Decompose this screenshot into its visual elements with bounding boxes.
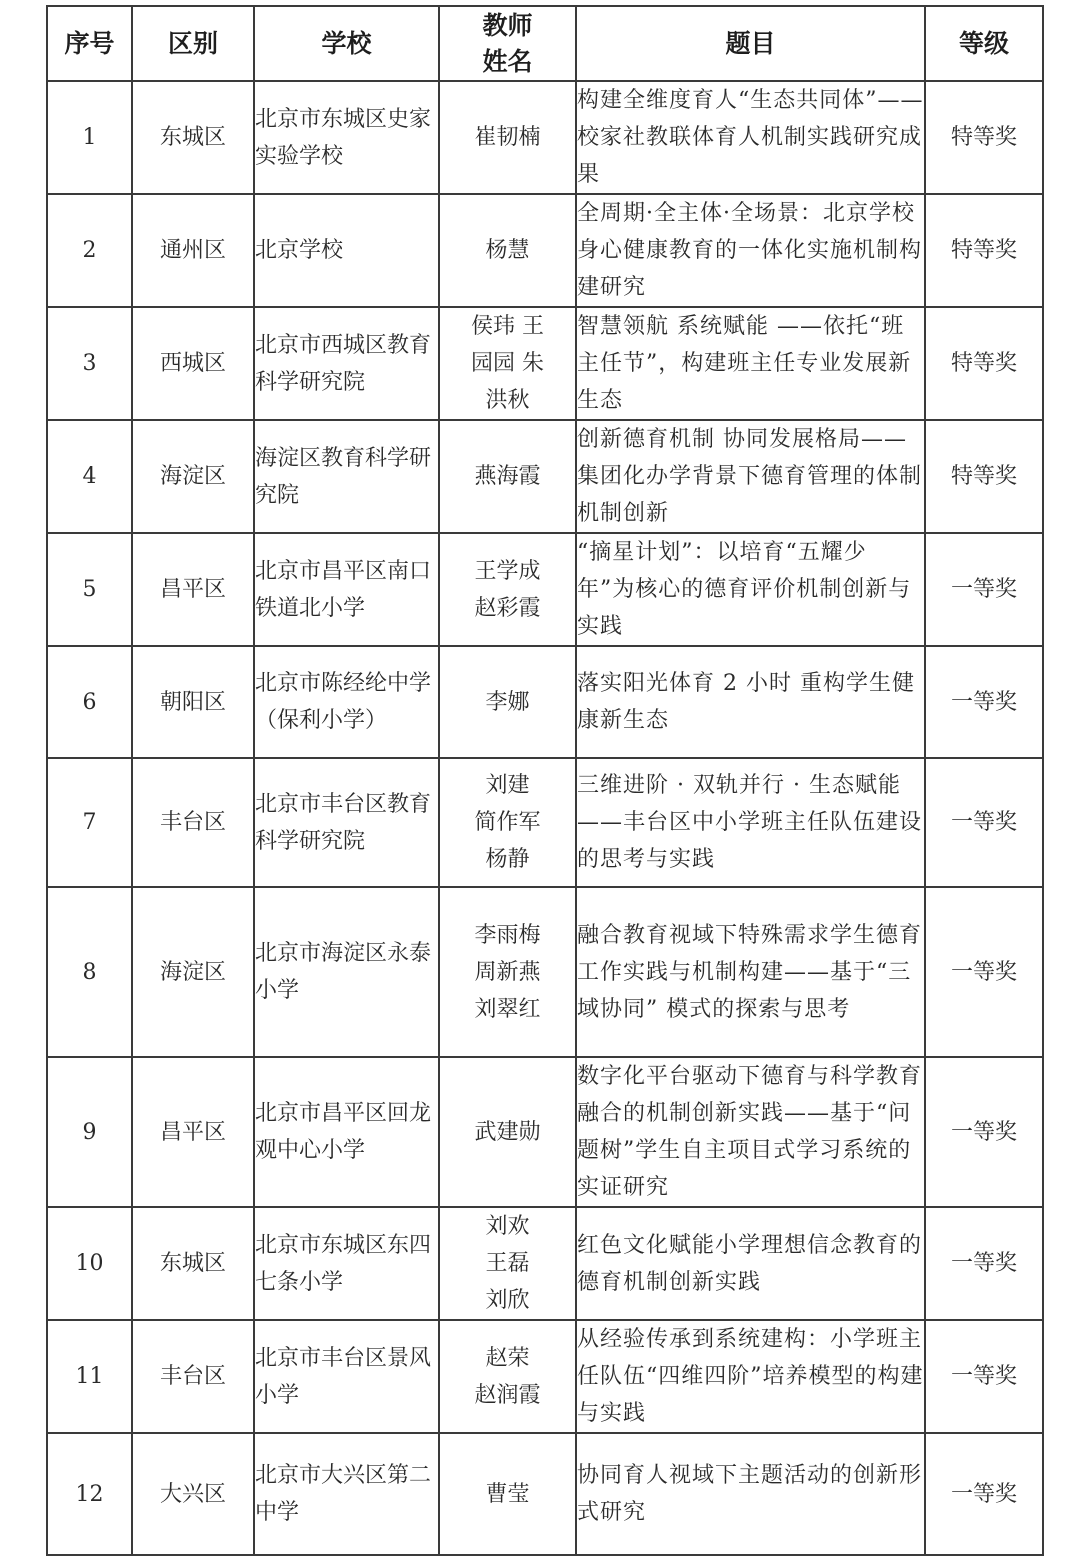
header-teacher-line1: 教师 bbox=[482, 10, 533, 40]
cell-level: 一等奖 bbox=[925, 1320, 1043, 1433]
cell-district: 昌平区 bbox=[132, 533, 254, 646]
teacher-name: 简作军 bbox=[474, 810, 541, 835]
cell-teachers bbox=[439, 1057, 576, 1207]
cell-district: 通州区 bbox=[132, 194, 254, 307]
cell-school: 北京市陈经纶中学（保利小学） bbox=[254, 646, 439, 758]
cell-level: 一等奖 bbox=[925, 1057, 1043, 1207]
awards-table bbox=[46, 5, 1044, 1556]
cell-title: 落实阳光体育 2 小时 重构学生健康新生态 bbox=[576, 646, 925, 758]
table-row bbox=[47, 1320, 1043, 1433]
header-teacher-line2: 姓名 bbox=[482, 46, 533, 76]
cell-no: 12 bbox=[47, 1433, 132, 1555]
cell-school: 北京市丰台区教育科学研究院 bbox=[254, 758, 439, 887]
header-no: 序号 bbox=[47, 6, 132, 81]
table-row bbox=[47, 1057, 1043, 1207]
cell-no: 3 bbox=[47, 307, 132, 420]
cell-title: 全周期·全主体·全场景：北京学校身心健康教育的一体化实施机制构建研究 bbox=[576, 194, 925, 307]
cell-no: 5 bbox=[47, 533, 132, 646]
teacher-name: 武建勋 bbox=[474, 1119, 541, 1145]
cell-teachers bbox=[439, 1433, 576, 1555]
table-row bbox=[47, 307, 1043, 420]
cell-district: 朝阳区 bbox=[132, 646, 254, 758]
cell-teachers bbox=[439, 420, 576, 533]
teacher-name: 杨静 bbox=[485, 847, 530, 872]
cell-title: 从经验传承到系统建构：小学班主任队伍“四维四阶”培养模型的构建与实践 bbox=[576, 1320, 925, 1433]
teacher-name: 赵荣 bbox=[485, 1345, 530, 1371]
table-row bbox=[47, 758, 1043, 887]
table-row bbox=[47, 1433, 1043, 1555]
cell-no: 2 bbox=[47, 194, 132, 307]
header-title: 题目 bbox=[576, 6, 925, 81]
table-row bbox=[47, 533, 1043, 646]
cell-teachers bbox=[439, 758, 576, 887]
cell-school: 北京市东城区史家实验学校 bbox=[254, 81, 439, 194]
cell-teachers bbox=[439, 533, 576, 646]
cell-teachers bbox=[439, 887, 576, 1057]
teacher-name: 王学成 bbox=[474, 558, 541, 584]
cell-level: 一等奖 bbox=[925, 1433, 1043, 1555]
cell-level: 特等奖 bbox=[925, 81, 1043, 194]
cell-title: 红色文化赋能小学理想信念教育的德育机制创新实践 bbox=[576, 1207, 925, 1320]
header-row bbox=[47, 6, 1043, 81]
teacher-name: 燕海霞 bbox=[474, 464, 541, 489]
cell-district: 东城区 bbox=[132, 81, 254, 194]
teacher-name: 刘欢 bbox=[485, 1214, 530, 1239]
cell-school: 北京学校 bbox=[254, 194, 439, 307]
cell-level: 一等奖 bbox=[925, 887, 1043, 1057]
cell-level: 特等奖 bbox=[925, 307, 1043, 420]
cell-level: 一等奖 bbox=[925, 646, 1043, 758]
table-row bbox=[47, 646, 1043, 758]
header-level: 等级 bbox=[925, 6, 1043, 81]
cell-no: 11 bbox=[47, 1320, 132, 1433]
cell-district: 丰台区 bbox=[132, 758, 254, 887]
cell-title: 协同育人视域下主题活动的创新形式研究 bbox=[576, 1433, 925, 1555]
cell-title: 融合教育视域下特殊需求学生德育工作实践与机制构建——基于“三域协同” 模式的探索与思考 bbox=[576, 887, 925, 1057]
cell-district: 大兴区 bbox=[132, 1433, 254, 1555]
cell-school: 北京市海淀区永泰小学 bbox=[254, 887, 439, 1057]
teacher-name: 李娜 bbox=[485, 689, 530, 715]
cell-school: 海淀区教育科学研究院 bbox=[254, 420, 439, 533]
cell-title: 创新德育机制 协同发展格局——集团化办学背景下德育管理的体制机制创新 bbox=[576, 420, 925, 533]
teacher-name: 崔韧楠 bbox=[474, 125, 541, 150]
cell-school: 北京市东城区东四七条小学 bbox=[254, 1207, 439, 1320]
cell-no: 7 bbox=[47, 758, 132, 887]
cell-school: 北京市昌平区回龙观中心小学 bbox=[254, 1057, 439, 1207]
header-school: 学校 bbox=[254, 6, 439, 81]
teacher-name: 王磊 bbox=[485, 1251, 530, 1276]
cell-teachers bbox=[439, 646, 576, 758]
teacher-name: 赵润霞 bbox=[474, 1382, 541, 1408]
cell-no: 8 bbox=[47, 887, 132, 1057]
cell-district: 东城区 bbox=[132, 1207, 254, 1320]
table-row bbox=[47, 194, 1043, 307]
teacher-name: 杨慧 bbox=[485, 238, 530, 263]
cell-level: 一等奖 bbox=[925, 758, 1043, 887]
cell-level: 一等奖 bbox=[925, 533, 1043, 646]
cell-teachers bbox=[439, 1320, 576, 1433]
cell-title: 数字化平台驱动下德育与科学教育融合的机制创新实践——基于“问题树”学生自主项目式学习系统的实证研究 bbox=[576, 1057, 925, 1207]
cell-school: 北京市丰台区景风小学 bbox=[254, 1320, 439, 1433]
table-row bbox=[47, 420, 1043, 533]
teacher-name: 赵彩霞 bbox=[474, 595, 541, 621]
teacher-name: 园园 朱 bbox=[471, 351, 544, 376]
teacher-name: 李雨梅 bbox=[474, 922, 541, 948]
cell-level: 特等奖 bbox=[925, 194, 1043, 307]
table-row bbox=[47, 887, 1043, 1057]
cell-level: 特等奖 bbox=[925, 420, 1043, 533]
table-row bbox=[47, 81, 1043, 194]
cell-title: 构建全维度育人“生态共同体”——校家社教联体育人机制实践研究成果 bbox=[576, 81, 925, 194]
cell-district: 海淀区 bbox=[132, 420, 254, 533]
table-body bbox=[47, 81, 1043, 1555]
cell-teachers bbox=[439, 307, 576, 420]
cell-no: 1 bbox=[47, 81, 132, 194]
cell-school: 北京市昌平区南口铁道北小学 bbox=[254, 533, 439, 646]
cell-no: 9 bbox=[47, 1057, 132, 1207]
cell-no: 10 bbox=[47, 1207, 132, 1320]
teacher-name: 侯玮 王 bbox=[471, 314, 544, 339]
cell-teachers bbox=[439, 194, 576, 307]
cell-level: 一等奖 bbox=[925, 1207, 1043, 1320]
table-row bbox=[47, 1207, 1043, 1320]
cell-no: 4 bbox=[47, 420, 132, 533]
cell-no: 6 bbox=[47, 646, 132, 758]
cell-teachers bbox=[439, 81, 576, 194]
teacher-name: 周新燕 bbox=[474, 959, 541, 985]
teacher-name: 刘欣 bbox=[485, 1288, 530, 1313]
cell-district: 昌平区 bbox=[132, 1057, 254, 1207]
cell-district: 丰台区 bbox=[132, 1320, 254, 1433]
teacher-name: 刘建 bbox=[485, 773, 530, 798]
cell-title: “摘星计划”：以培育“五耀少年”为核心的德育评价机制创新与实践 bbox=[576, 533, 925, 646]
cell-school: 北京市大兴区第二中学 bbox=[254, 1433, 439, 1555]
cell-title: 智慧领航 系统赋能 ——依托“班主任节”，构建班主任专业发展新生态 bbox=[576, 307, 925, 420]
cell-school: 北京市西城区教育科学研究院 bbox=[254, 307, 439, 420]
teacher-name: 刘翠红 bbox=[474, 996, 541, 1022]
cell-district: 西城区 bbox=[132, 307, 254, 420]
header-district: 区别 bbox=[132, 6, 254, 81]
cell-district: 海淀区 bbox=[132, 887, 254, 1057]
cell-title: 三维进阶 · 双轨并行 · 生态赋能——丰台区中小学班主任队伍建设的思考与实践 bbox=[576, 758, 925, 887]
header-teacher bbox=[439, 6, 576, 81]
teacher-name: 曹莹 bbox=[485, 1481, 530, 1507]
cell-teachers bbox=[439, 1207, 576, 1320]
teacher-name: 洪秋 bbox=[485, 388, 530, 413]
